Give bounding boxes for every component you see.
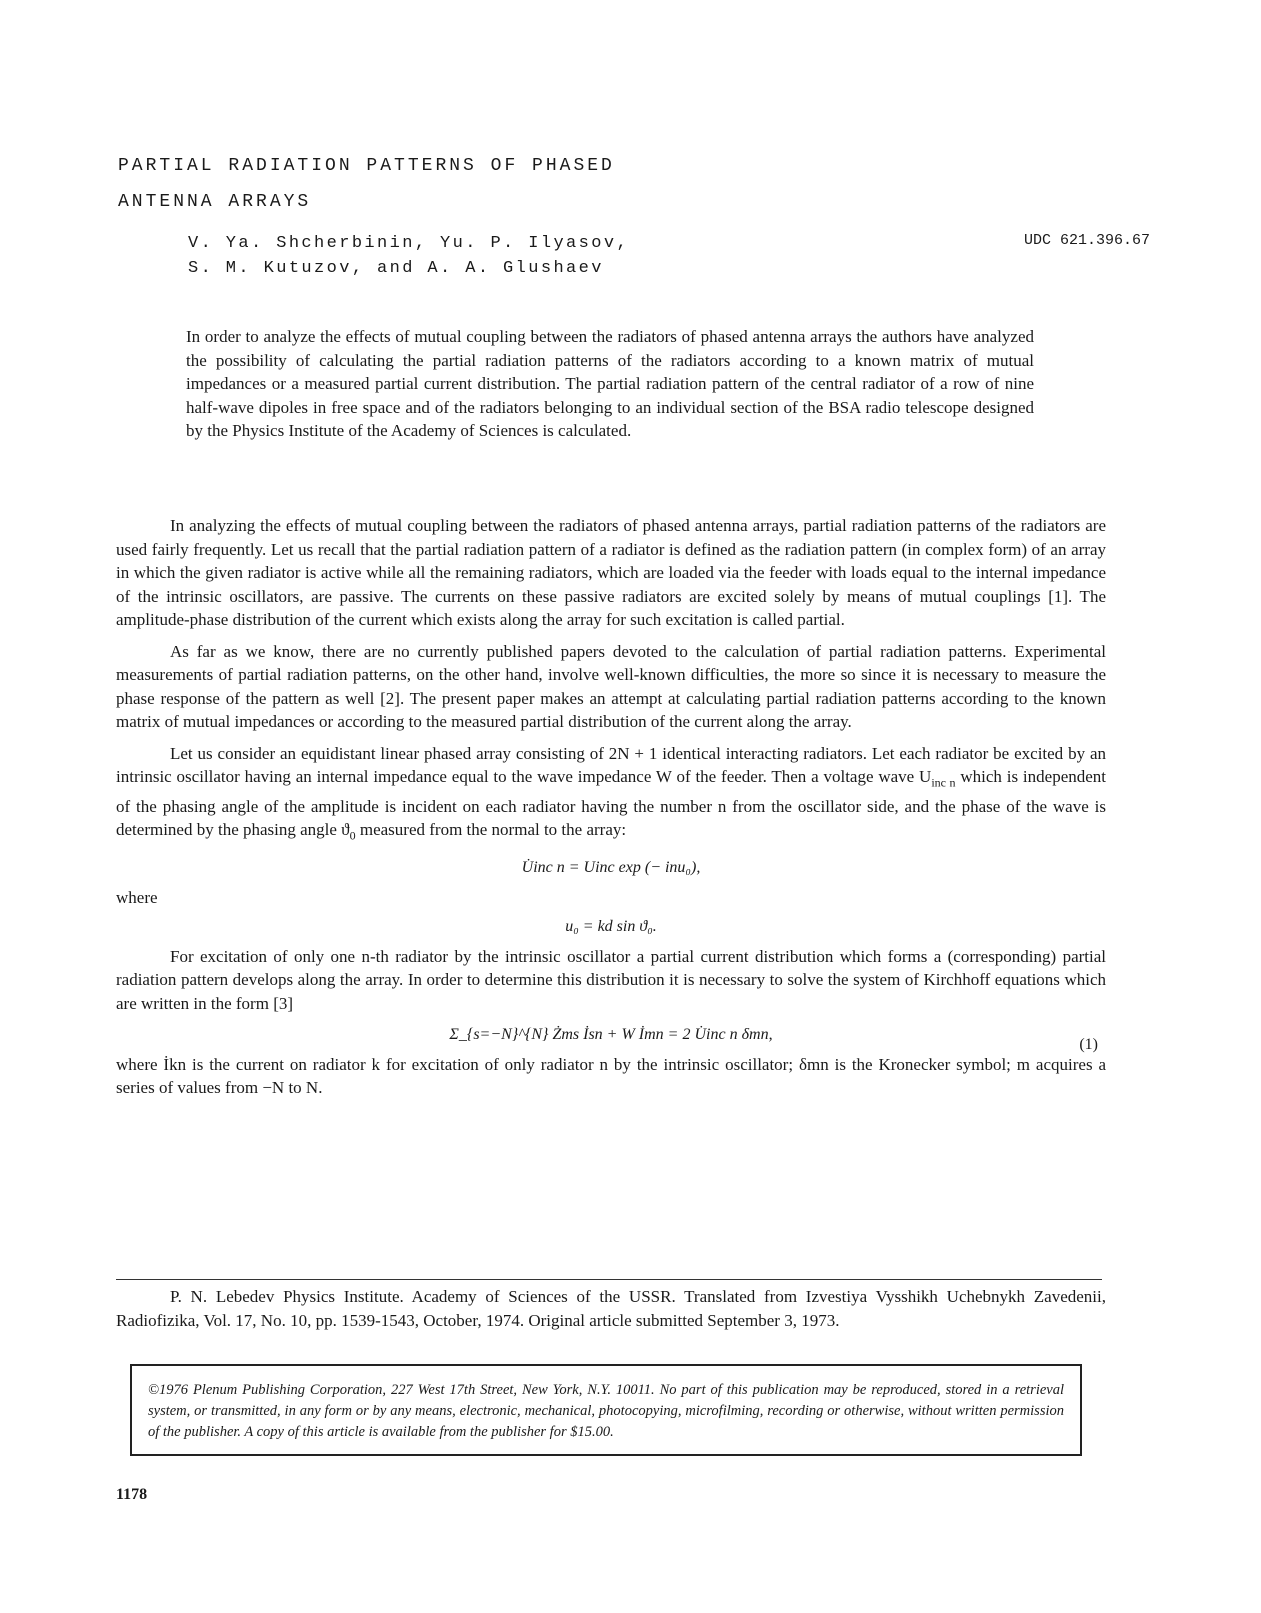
paragraph-3-part-b: which is independent of the phasing angle of the amplitude is incident on each radiator having the number n from the oscillator side, and the phase of the wave is determined by the phasing angle ϑ — [116, 767, 1107, 840]
paragraph-3 — [116, 742, 1106, 849]
authors-line-1: V. Ya. Shcherbinin, Yu. P. Ilyasov, — [188, 234, 630, 253]
paragraph-3-part-a: Let us consider an equidistant linear phased array consisting of 2N + 1 identical interacting radiators. Let each radiator be excited by an intrinsic oscillator having an internal impedance equal to the wave impedance W of the feeder. Then a voltage wave U — [116, 743, 1106, 786]
footnote-rule — [116, 1279, 1102, 1280]
equation-incident-wave: U̇inc n = Uinc exp (− inu₀), — [521, 859, 701, 877]
title-line-1: PARTIAL RADIATION PATTERNS OF PHASED — [118, 156, 615, 176]
paragraph-3-subscript: inc n — [931, 775, 956, 790]
body-text — [116, 514, 1106, 1108]
paragraph-4: For excitation of only one n-th radiator by the intrinsic oscillator a partial current distribution which forms a (corresponding) partial radiation pattern develops along the array. In order to determine this distribution it is necessary to solve the system of Kirchhoff equations which are written in the form [3] — [116, 946, 1106, 1013]
article-title — [118, 148, 818, 220]
copyright-box: ©1976 Plenum Publishing Corporation, 227 West 17th Street, New York, N.Y. 10011. No part of this publication may be reproduced, stored in a retrieval system, or transmitted, in any form or by any means, electronic, mechanical, photocopying, microfilming, recording or otherwise, without written permission of the publisher. A copy of this article is available from the publisher for $15.00. — [130, 1364, 1082, 1456]
abstract: In order to analyze the effects of mutual coupling between the radiators of phased antenna arrays the authors have analyzed the possibility of calculating the partial radiation patterns of the radiators according to a known matrix of mutual impedances or a measured partial current distribution. The partial radiation pattern of the central radiator of a row of nine half-wave dipoles in free space and of the radiators belonging to an individual section of the BSA radio telescope designed by the Physics Institute of the Academy of Sciences is calculated. — [186, 327, 1034, 440]
equation-kirchhoff: Σ_{s=−N}^{N} Żms İsn + W İmn = 2 U̇inc n δmn, — [449, 1026, 773, 1044]
udc-code: UDC 621.396.67 — [1023, 232, 1150, 249]
paragraph-3-part-c: measured from the normal to the array: — [355, 820, 627, 840]
page-number: 1178 — [116, 1486, 148, 1503]
where-label: where — [116, 887, 158, 907]
authors-line-2: S. M. Kutuzov, and A. A. Glushaev — [188, 259, 604, 278]
title-line-2: ANTENNA ARRAYS — [118, 192, 312, 212]
equation-phase: u₀ = kd sin ϑ₀. — [565, 918, 657, 936]
footnote — [116, 1285, 1106, 1332]
paragraph-1: In analyzing the effects of mutual coupling between the radiators of phased antenna arrays, partial radiation patterns of the radiators are used fairly frequently. Let us recall that the partial radiation pattern of a radiator is defined as the radiation pattern (in complex form) of an array in which the given radiator is active while all the remaining radiators, which are loaded via the feeder with loads equal to the internal impedance of the intrinsic oscillators, are passive. The currents on these passive radiators are excited solely by means of mutual couplings [1]. The amplitude-phase distribution of the current which exists along the array for such excitation is called partial. — [116, 516, 1106, 629]
footnote-text: P. N. Lebedev Physics Institute. Academy of Sciences of the USSR. Translated from Izvestiya Vysshikh Uchebnykh Zavedenii, Radiofizika, Vol. 17, No. 10, pp. 1539-1543, October, 1974. Original article submitted September 3, 1973. — [116, 1287, 1106, 1330]
equation-1-row — [116, 1023, 1106, 1054]
paragraph-3-subscript-2: 0 — [349, 828, 356, 843]
authors — [188, 231, 828, 281]
equation-1-number: (1) — [1079, 1036, 1098, 1054]
paragraph-5: where İkn is the current on radiator k for excitation of only radiator n by the intrinsic oscillator; δmn is the Kronecker symbol; m acquires a series of values from −N to N. — [116, 1054, 1106, 1098]
paragraph-2: As far as we know, there are no currently published papers devoted to the calculation of partial radiation patterns. Experimental measurements of partial radiation patterns, on the other hand, involve well-known difficulties, the more so since it is necessary to measure the phase response of the pattern as well [2]. The present paper makes an attempt at calculating partial radiation patterns according to the known matrix of mutual impedances or according to the measured partial distribution of the current along the array. — [116, 641, 1106, 731]
